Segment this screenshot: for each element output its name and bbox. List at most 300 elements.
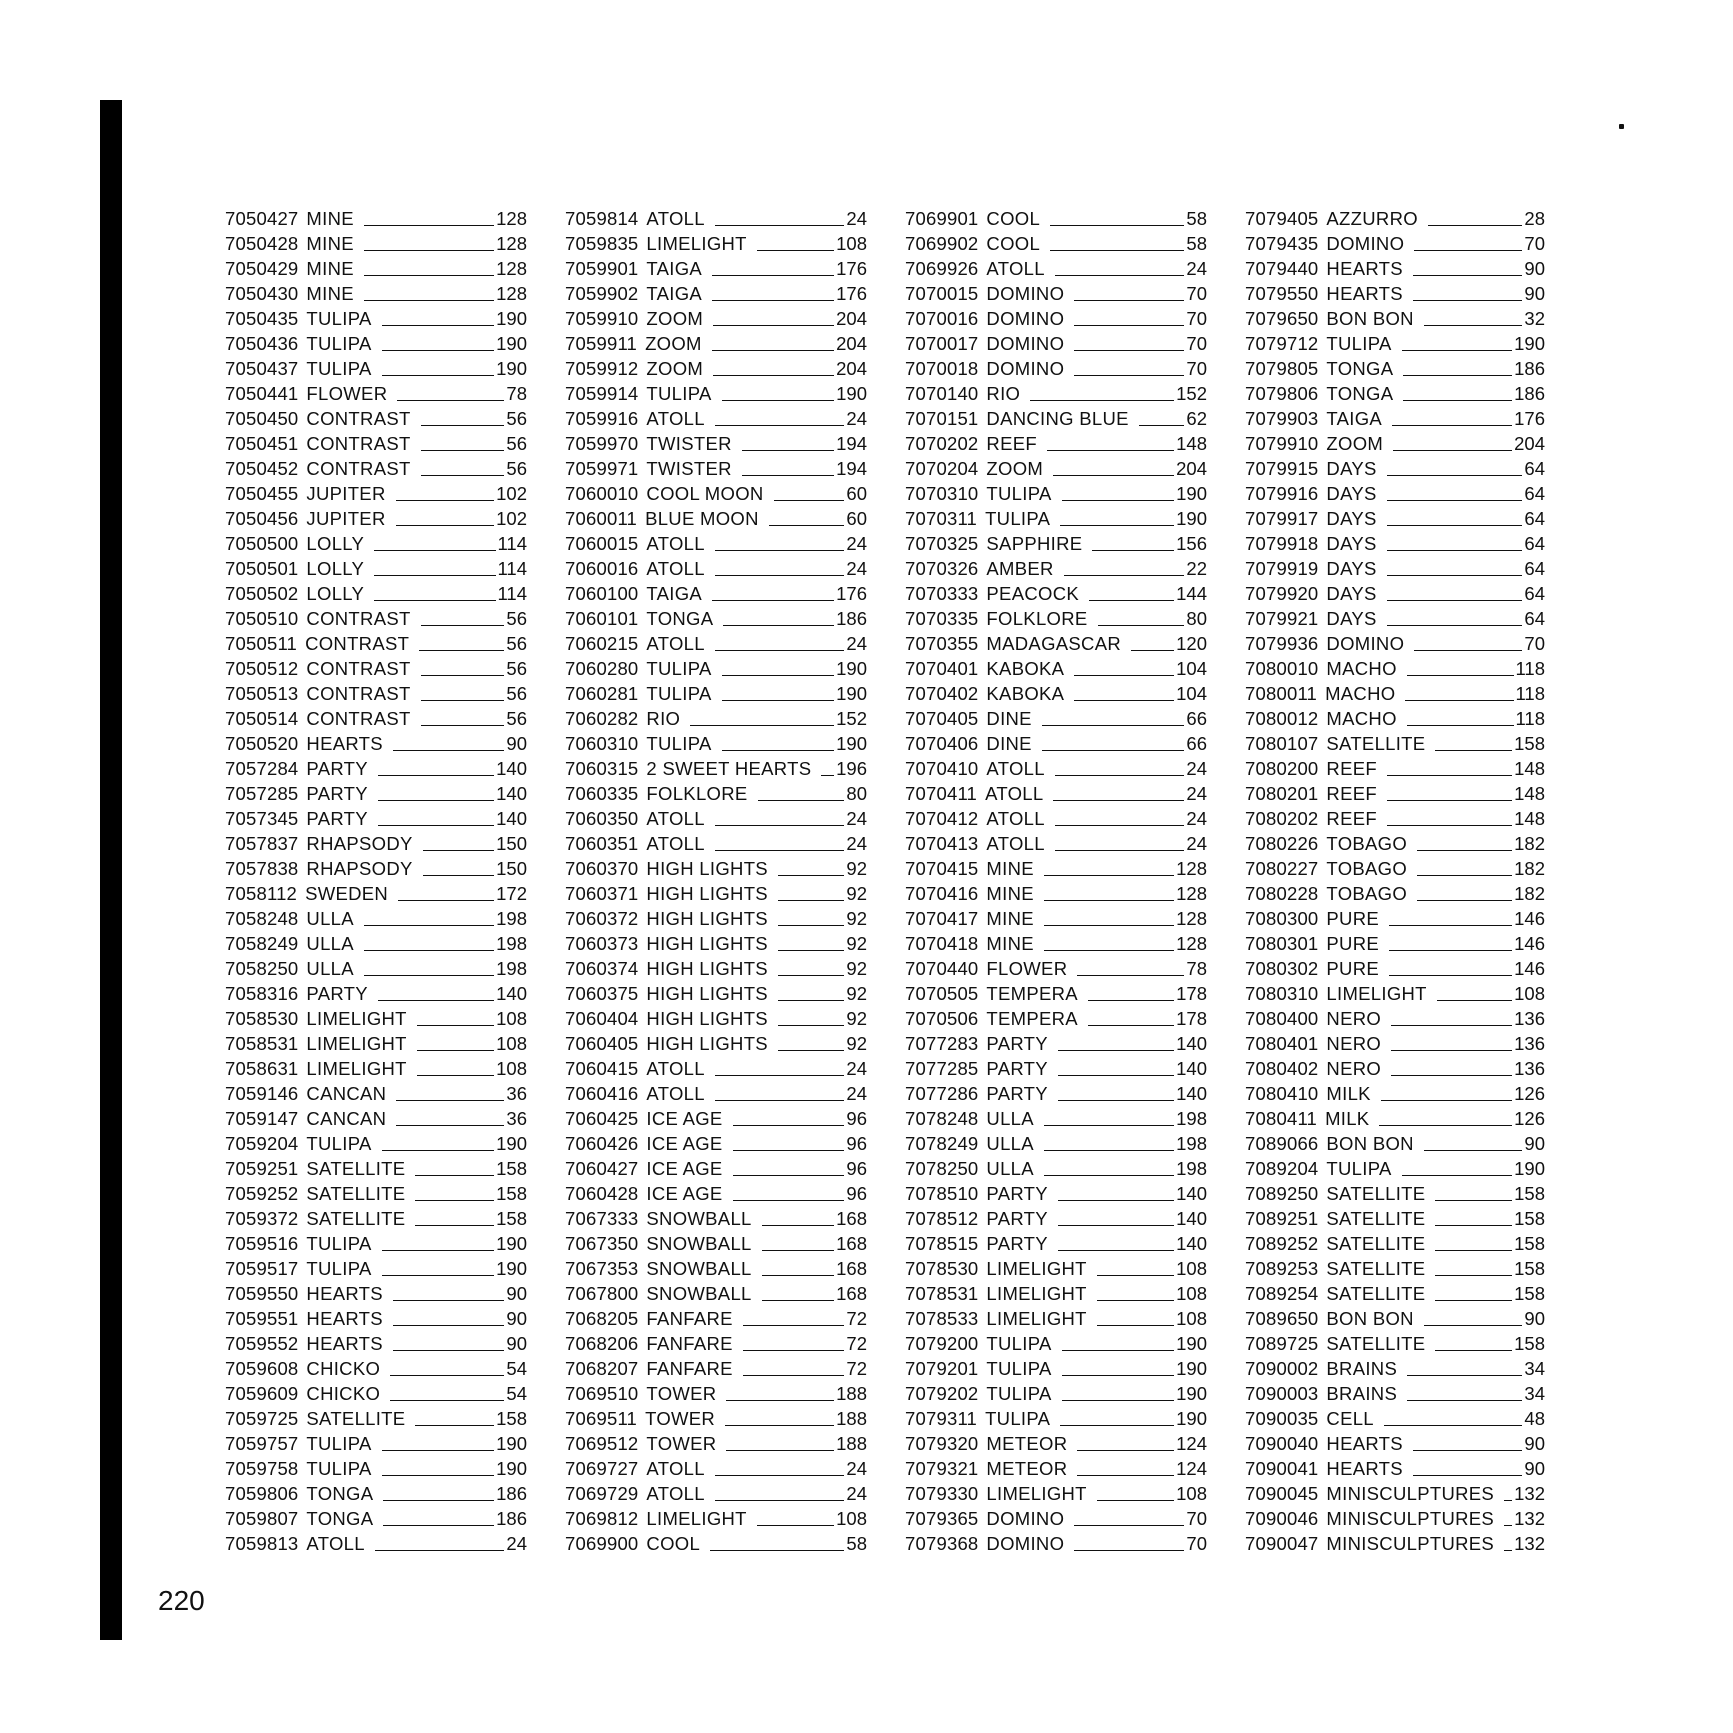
- leader-line: [1074, 325, 1184, 326]
- article-number: 7079321: [905, 1458, 979, 1479]
- index-entry: [905, 580, 1207, 605]
- page-reference: 140: [1176, 1033, 1207, 1054]
- page-reference: 182: [1514, 833, 1545, 854]
- article-number: 7089251: [1245, 1208, 1319, 1229]
- product-name: BRAINS: [1326, 1383, 1398, 1404]
- page-reference: 70: [1186, 283, 1207, 304]
- product-name: ATOLL: [646, 833, 705, 854]
- index-entry: [565, 280, 867, 305]
- index-entry: [565, 1005, 867, 1030]
- product-name: METEOR: [986, 1458, 1068, 1479]
- page-reference: 190: [1514, 333, 1545, 354]
- index-entry: [565, 1280, 867, 1305]
- article-number: 7080107: [1245, 733, 1319, 754]
- page-reference: 178: [1176, 1008, 1207, 1029]
- product-name: TULIPA: [306, 1133, 372, 1154]
- product-name: MACHO: [1325, 683, 1396, 704]
- page-reference: 168: [836, 1208, 867, 1229]
- page-reference: 24: [846, 533, 867, 554]
- article-number: 7060425: [565, 1108, 639, 1129]
- page-reference: 58: [1186, 208, 1207, 229]
- article-number: 7060375: [565, 983, 639, 1004]
- article-number: 7079806: [1245, 383, 1319, 404]
- index-entry: [225, 1130, 527, 1155]
- index-entry: [565, 730, 867, 755]
- leader-line: [778, 950, 844, 951]
- page-reference: 204: [836, 333, 867, 354]
- page-reference: 168: [836, 1283, 867, 1304]
- leader-line: [1387, 625, 1523, 626]
- page-reference: 34: [1524, 1383, 1545, 1404]
- article-number: 7070335: [905, 608, 979, 629]
- article-number: 7050430: [225, 283, 299, 304]
- product-name: HIGH LIGHTS: [646, 1008, 768, 1029]
- index-entry: [1245, 1455, 1545, 1480]
- page-reference: 204: [1514, 433, 1545, 454]
- page-reference: 70: [1186, 1508, 1207, 1529]
- product-name: REEF: [1326, 808, 1377, 829]
- article-number: 7050450: [225, 408, 299, 429]
- page-reference: 58: [1186, 233, 1207, 254]
- index-entry: [565, 805, 867, 830]
- index-entry: [565, 1105, 867, 1130]
- article-number: 7090040: [1245, 1433, 1319, 1454]
- product-name: ATOLL: [986, 758, 1045, 779]
- leader-line: [1044, 900, 1174, 901]
- leader-line: [393, 1300, 504, 1301]
- product-name: SWEDEN: [305, 883, 389, 904]
- page-reference: 190: [836, 683, 867, 704]
- index-entry: [905, 405, 1207, 430]
- product-name: DAYS: [1326, 533, 1377, 554]
- page-edge-bar: [100, 100, 122, 1640]
- article-number: 7060426: [565, 1133, 639, 1154]
- article-number: 7060405: [565, 1033, 639, 1054]
- page-reference: 92: [846, 1008, 867, 1029]
- product-name: PARTY: [986, 1208, 1048, 1229]
- leader-line: [1387, 775, 1512, 776]
- article-number: 7058112: [225, 883, 298, 904]
- page-reference: 140: [1176, 1233, 1207, 1254]
- index-entry: [905, 355, 1207, 380]
- product-name: ICE AGE: [646, 1183, 723, 1204]
- leader-line: [1089, 600, 1174, 601]
- article-number: 7080201: [1245, 783, 1319, 804]
- page-reference: 72: [846, 1333, 867, 1354]
- leader-line: [743, 1325, 845, 1326]
- page-reference: 140: [1176, 1058, 1207, 1079]
- article-number: 7057837: [225, 833, 299, 854]
- page-reference: 90: [1524, 283, 1545, 304]
- article-number: 7068206: [565, 1333, 639, 1354]
- index-entry: [1245, 730, 1545, 755]
- page-reference: 114: [497, 583, 527, 604]
- page-reference: 156: [1176, 533, 1207, 554]
- leader-line: [383, 1500, 494, 1501]
- page-reference: 24: [846, 833, 867, 854]
- leader-line: [1402, 1175, 1513, 1176]
- page-reference: 64: [1524, 558, 1545, 579]
- article-number: 7058316: [225, 983, 299, 1004]
- article-number: 7070311: [905, 508, 978, 529]
- product-name: DAYS: [1326, 508, 1377, 529]
- page-reference: 148: [1176, 433, 1207, 454]
- leader-line: [762, 1300, 834, 1301]
- article-number: 7070415: [905, 858, 979, 879]
- article-number: 7058631: [225, 1058, 299, 1079]
- article-number: 7060100: [565, 583, 639, 604]
- leader-line: [1044, 1125, 1174, 1126]
- page-reference: 64: [1524, 458, 1545, 479]
- article-number: 7050520: [225, 733, 299, 754]
- index-entry: [565, 455, 867, 480]
- index-entry: [225, 1230, 527, 1255]
- page-reference: 188: [836, 1433, 867, 1454]
- page-reference: 102: [496, 483, 527, 504]
- leader-line: [757, 1525, 834, 1526]
- page-reference: 190: [496, 1458, 527, 1479]
- product-name: CANCAN: [306, 1083, 387, 1104]
- article-number: 7050429: [225, 258, 299, 279]
- article-number: 7069900: [565, 1533, 639, 1554]
- index-entry: [565, 1155, 867, 1180]
- index-entry: [1245, 1205, 1545, 1230]
- index-entry: [225, 930, 527, 955]
- page-reference: 24: [1186, 833, 1207, 854]
- article-number: 7089250: [1245, 1183, 1319, 1204]
- index-entry: [565, 505, 867, 530]
- article-number: 7079550: [1245, 283, 1319, 304]
- product-name: TULIPA: [306, 1258, 372, 1279]
- article-number: 7070202: [905, 433, 979, 454]
- leader-line: [733, 1200, 845, 1201]
- index-entry: [905, 1305, 1207, 1330]
- article-number: 7070506: [905, 1008, 979, 1029]
- page-reference: 56: [506, 683, 527, 704]
- page-reference: 140: [1176, 1183, 1207, 1204]
- product-name: PURE: [1326, 958, 1380, 979]
- page-reference: 96: [846, 1133, 867, 1154]
- article-number: 7058248: [225, 908, 299, 929]
- leader-line: [1384, 1425, 1523, 1426]
- leader-line: [382, 1475, 495, 1476]
- article-number: 7069926: [905, 258, 979, 279]
- leader-line: [1058, 1200, 1174, 1201]
- page-reference: 190: [496, 308, 527, 329]
- product-name: ATOLL: [646, 1458, 705, 1479]
- article-number: 7078510: [905, 1183, 979, 1204]
- article-number: 7050437: [225, 358, 299, 379]
- product-name: AZZURRO: [1326, 208, 1418, 229]
- product-name: HEARTS: [1326, 1458, 1403, 1479]
- article-number: 7079202: [905, 1383, 979, 1404]
- leader-line: [713, 325, 834, 326]
- index-entry: [905, 655, 1207, 680]
- product-name: SATELLITE: [1326, 1208, 1426, 1229]
- leader-line: [1062, 1400, 1175, 1401]
- article-number: 7059911: [565, 333, 638, 354]
- product-name: RHAPSODY: [306, 858, 413, 879]
- index-entry: [565, 1080, 867, 1105]
- product-name: SNOWBALL: [646, 1208, 752, 1229]
- leader-line: [1044, 1175, 1174, 1176]
- article-number: 7060335: [565, 783, 639, 804]
- page-reference: 24: [846, 1083, 867, 1104]
- leader-line: [743, 1375, 845, 1376]
- leader-line: [421, 725, 505, 726]
- page-reference: 108: [1176, 1258, 1207, 1279]
- product-name: ZOOM: [645, 333, 702, 354]
- leader-line: [1074, 700, 1174, 701]
- index-entry: [225, 830, 527, 855]
- article-number: 7079650: [1245, 308, 1319, 329]
- article-number: 7079919: [1245, 558, 1319, 579]
- article-number: 7070413: [905, 833, 979, 854]
- index-entry: [565, 980, 867, 1005]
- leader-line: [419, 650, 504, 651]
- leader-line: [364, 275, 494, 276]
- page-reference: 158: [1514, 1183, 1545, 1204]
- leader-line: [778, 1050, 844, 1051]
- leader-line: [1097, 1325, 1174, 1326]
- article-number: 7070505: [905, 983, 979, 1004]
- leader-line: [1504, 1550, 1512, 1551]
- product-name: PEACOCK: [986, 583, 1079, 604]
- leader-line: [393, 1325, 504, 1326]
- page-reference: 158: [1514, 1333, 1545, 1354]
- leader-line: [1050, 225, 1184, 226]
- index-entry: [905, 680, 1207, 705]
- page-reference: 64: [1524, 508, 1545, 529]
- page-reference: 108: [1176, 1308, 1207, 1329]
- product-name: COOL: [646, 1533, 701, 1554]
- article-number: 7090041: [1245, 1458, 1319, 1479]
- page-reference: 152: [836, 708, 867, 729]
- product-name: BON BON: [1326, 1133, 1414, 1154]
- product-name: RHAPSODY: [306, 833, 413, 854]
- leader-line: [1077, 975, 1184, 976]
- article-number: 7057285: [225, 783, 299, 804]
- page-reference: 24: [846, 1458, 867, 1479]
- page-reference: 152: [1176, 383, 1207, 404]
- article-number: 7060011: [565, 508, 638, 529]
- index-entry: [565, 255, 867, 280]
- leader-line: [715, 550, 845, 551]
- index-entry: [1245, 630, 1545, 655]
- index-entry: [905, 1230, 1207, 1255]
- article-number: 7050500: [225, 533, 299, 554]
- article-number: 7078530: [905, 1258, 979, 1279]
- page-reference: 70: [1186, 1533, 1207, 1554]
- leader-line: [1407, 1375, 1522, 1376]
- leader-line: [1417, 875, 1512, 876]
- article-number: 7080227: [1245, 858, 1319, 879]
- article-number: 7080200: [1245, 758, 1319, 779]
- print-mark: [1619, 124, 1624, 129]
- leader-line: [778, 900, 844, 901]
- article-number: 7070355: [905, 633, 979, 654]
- leader-line: [382, 375, 495, 376]
- leader-line: [723, 625, 834, 626]
- index-entry: [565, 680, 867, 705]
- article-number: 7079712: [1245, 333, 1319, 354]
- index-entry: [1245, 1480, 1545, 1505]
- page-reference: 62: [1186, 408, 1207, 429]
- article-number: 7089725: [1245, 1333, 1319, 1354]
- product-name: ATOLL: [646, 1083, 705, 1104]
- index-entry: [225, 1255, 527, 1280]
- product-name: SATELLITE: [1326, 1258, 1426, 1279]
- product-name: TULIPA: [986, 1358, 1052, 1379]
- article-number: 7070333: [905, 583, 979, 604]
- product-name: SATELLITE: [306, 1208, 406, 1229]
- product-name: DINE: [986, 733, 1032, 754]
- article-number: 7069511: [565, 1408, 638, 1429]
- product-name: TONGA: [306, 1508, 374, 1529]
- product-name: COOL: [986, 233, 1041, 254]
- article-number: 7059806: [225, 1483, 299, 1504]
- leader-line: [715, 1475, 845, 1476]
- article-number: 7079201: [905, 1358, 979, 1379]
- leader-line: [1062, 500, 1175, 501]
- index-entry: [225, 280, 527, 305]
- index-entry: [565, 1305, 867, 1330]
- product-name: PURE: [1326, 933, 1380, 954]
- index-entry: [1245, 1030, 1545, 1055]
- leader-line: [1097, 1275, 1174, 1276]
- article-number: 7059516: [225, 1233, 299, 1254]
- page-reference: 24: [1186, 758, 1207, 779]
- index-entry: [225, 730, 527, 755]
- product-name: DOMINO: [986, 308, 1065, 329]
- leader-line: [1414, 650, 1522, 651]
- index-entry: [565, 1230, 867, 1255]
- leader-line: [715, 1100, 845, 1101]
- article-number: 7059552: [225, 1333, 299, 1354]
- page-reference: 64: [1524, 608, 1545, 629]
- leader-line: [1504, 1525, 1512, 1526]
- article-number: 7060015: [565, 533, 639, 554]
- index-entry: [225, 455, 527, 480]
- index-column-3: [905, 205, 1207, 1555]
- page-reference: 128: [496, 283, 527, 304]
- product-name: MINE: [986, 908, 1034, 929]
- page-reference: 24: [846, 408, 867, 429]
- index-entry: [905, 980, 1207, 1005]
- leader-line: [722, 675, 835, 676]
- article-number: 7060215: [565, 633, 639, 654]
- product-name: SATELLITE: [1326, 1183, 1426, 1204]
- index-entry: [1245, 1155, 1545, 1180]
- index-entry: [1245, 1330, 1545, 1355]
- leader-line: [364, 950, 494, 951]
- index-entry: [565, 705, 867, 730]
- product-name: MINISCULPTURES: [1326, 1483, 1495, 1504]
- product-name: ULLA: [306, 958, 354, 979]
- leader-line: [1042, 750, 1185, 751]
- product-name: TULIPA: [985, 508, 1051, 529]
- page-reference: 140: [496, 783, 527, 804]
- product-name: LIMELIGHT: [986, 1283, 1087, 1304]
- index-entry: [1245, 305, 1545, 330]
- product-name: SNOWBALL: [646, 1233, 752, 1254]
- product-name: HIGH LIGHTS: [646, 908, 768, 929]
- page-reference: 190: [836, 383, 867, 404]
- index-entry: [565, 1130, 867, 1155]
- page-reference: 90: [1524, 1458, 1545, 1479]
- product-name: SATELLITE: [1326, 1283, 1426, 1304]
- article-number: 7050435: [225, 308, 299, 329]
- index-entry: [565, 1180, 867, 1205]
- index-entry: [1245, 955, 1545, 980]
- product-name: TOWER: [646, 1433, 717, 1454]
- article-number: 7059372: [225, 1208, 299, 1229]
- product-name: ATOLL: [646, 533, 705, 554]
- page-reference: 128: [1176, 933, 1207, 954]
- page-reference: 78: [1186, 958, 1207, 979]
- product-name: ATOLL: [646, 1483, 705, 1504]
- article-number: 7059758: [225, 1458, 299, 1479]
- article-number: 7060373: [565, 933, 639, 954]
- product-name: HIGH LIGHTS: [646, 958, 768, 979]
- index-entry: [565, 1380, 867, 1405]
- product-name: KABOKA: [986, 683, 1065, 704]
- article-number: 7070204: [905, 458, 979, 479]
- page-reference: 168: [836, 1258, 867, 1279]
- product-name: TOWER: [645, 1408, 716, 1429]
- index-entry: [225, 330, 527, 355]
- leader-line: [733, 1150, 845, 1151]
- page-reference: 124: [1176, 1458, 1207, 1479]
- page-reference: 64: [1524, 483, 1545, 504]
- leader-line: [421, 625, 505, 626]
- index-entry: [1245, 230, 1545, 255]
- article-number: 7058530: [225, 1008, 299, 1029]
- index-entry: [1245, 255, 1545, 280]
- article-number: 7080411: [1245, 1108, 1318, 1129]
- leader-line: [396, 525, 495, 526]
- leader-line: [1098, 625, 1185, 626]
- article-number: 7080012: [1245, 708, 1319, 729]
- index-entry: [1245, 1305, 1545, 1330]
- index-entry: [905, 830, 1207, 855]
- leader-line: [374, 575, 495, 576]
- article-number: 7069812: [565, 1508, 639, 1529]
- page-reference: 190: [1176, 483, 1207, 504]
- product-name: CONTRAST: [306, 608, 411, 629]
- page-reference: 158: [496, 1408, 527, 1429]
- page-reference: 128: [496, 258, 527, 279]
- index-entry: [905, 1330, 1207, 1355]
- article-number: 7070325: [905, 533, 979, 554]
- leader-line: [1405, 700, 1513, 701]
- leader-line: [722, 400, 835, 401]
- leader-line: [364, 975, 494, 976]
- product-name: CONTRAST: [306, 433, 411, 454]
- page-reference: 158: [1514, 1233, 1545, 1254]
- article-number: 7050441: [225, 383, 299, 404]
- page-reference: 72: [846, 1308, 867, 1329]
- leader-line: [1097, 1300, 1174, 1301]
- index-entry: [225, 1080, 527, 1105]
- page-reference: 72: [846, 1358, 867, 1379]
- leader-line: [415, 1225, 494, 1226]
- leader-line: [690, 725, 834, 726]
- index-entry: [565, 305, 867, 330]
- page-reference: 190: [1176, 1383, 1207, 1404]
- index-entry: [905, 1005, 1207, 1030]
- article-number: 7060371: [565, 883, 639, 904]
